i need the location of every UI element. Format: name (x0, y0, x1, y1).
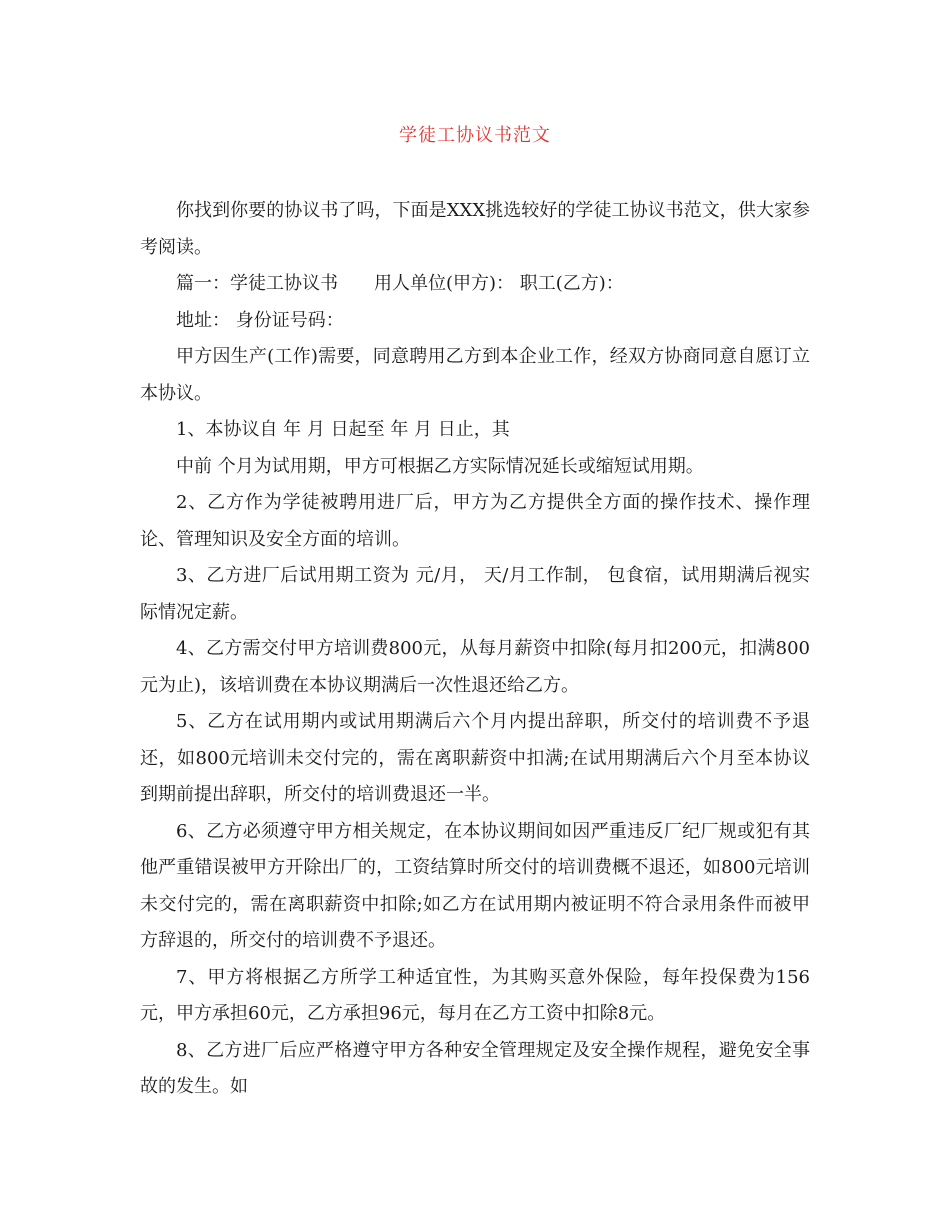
paragraph-clause-1: 1、本协议自 年 月 日起至 年 月 日止，其 (176, 419, 510, 440)
paragraph-clause-7: 7、甲方将根据乙方所学工种适宜性，为其购买意外保险，每年投保费为156元，甲方承担60元，乙方承担96元，每月在乙方工资中扣除8元。 (140, 966, 810, 1024)
paragraph-clause-5: 5、乙方在试用期内或试用期满后六个月内提出辞职，所交付的培训费不予退还，如800元培训未交付完的，需在离职薪资中扣满;在试用期满后六个月至本协议到期前提出辞职，所交付的培训费退还一半。 (140, 711, 810, 805)
paragraph-clause-3: 3、乙方进厂后试用期工资为 元/月， 天/月工作制， 包食宿，试用期满后视实际情况定薪。 (140, 565, 810, 623)
paragraph-clause-4: 4、乙方需交付甲方培训费800元，从每月薪资中扣除(每月扣200元，扣满800元为止)，该培训费在本协议期满后一次性退还给乙方。 (140, 638, 810, 696)
paragraph-address: 地址： 身份证号码： (176, 309, 344, 331)
document-body (140, 193, 810, 1106)
paragraph-clause-1-cont: 中前 个月为试用期，甲方可根据乙方实际情况延长或缩短试用期。 (176, 455, 704, 477)
document-title: 学徒工协议书范文 (399, 125, 551, 146)
paragraph-clause-6: 6、乙方必须遵守甲方相关规定，在本协议期间如因严重违反厂纪厂规或犯有其他严重错误被甲方开除出厂的，工资结算时所交付的培训费概不退还，如800元培训未交付完的，需在离职薪资中扣除;如乙方在试用期内被证明不符合录用条件而被甲方辞退的，所交付的培训费不予退还。 (140, 820, 810, 951)
paragraph-parties: 篇一：学徒工协议书 用人单位(甲方)： 职工(乙方)： (176, 273, 624, 294)
paragraph-purpose: 甲方因生产(工作)需要，同意聘用乙方到本企业工作，经双方协商同意自愿订立本协议。 (140, 346, 810, 404)
paragraph-intro: 你找到你要的协议书了吗，下面是XXX挑选较好的学徒工协议书范文，供大家参考阅读。 (140, 200, 810, 258)
paragraph-clause-8: 8、乙方进厂后应严格遵守甲方各种安全管理规定及安全操作规程，避免安全事故的发生。如 (140, 1039, 810, 1097)
paragraph-clause-2: 2、乙方作为学徒被聘用进厂后，甲方为乙方提供全方面的操作技术、操作理论、管理知识及安全方面的培训。 (140, 492, 810, 550)
